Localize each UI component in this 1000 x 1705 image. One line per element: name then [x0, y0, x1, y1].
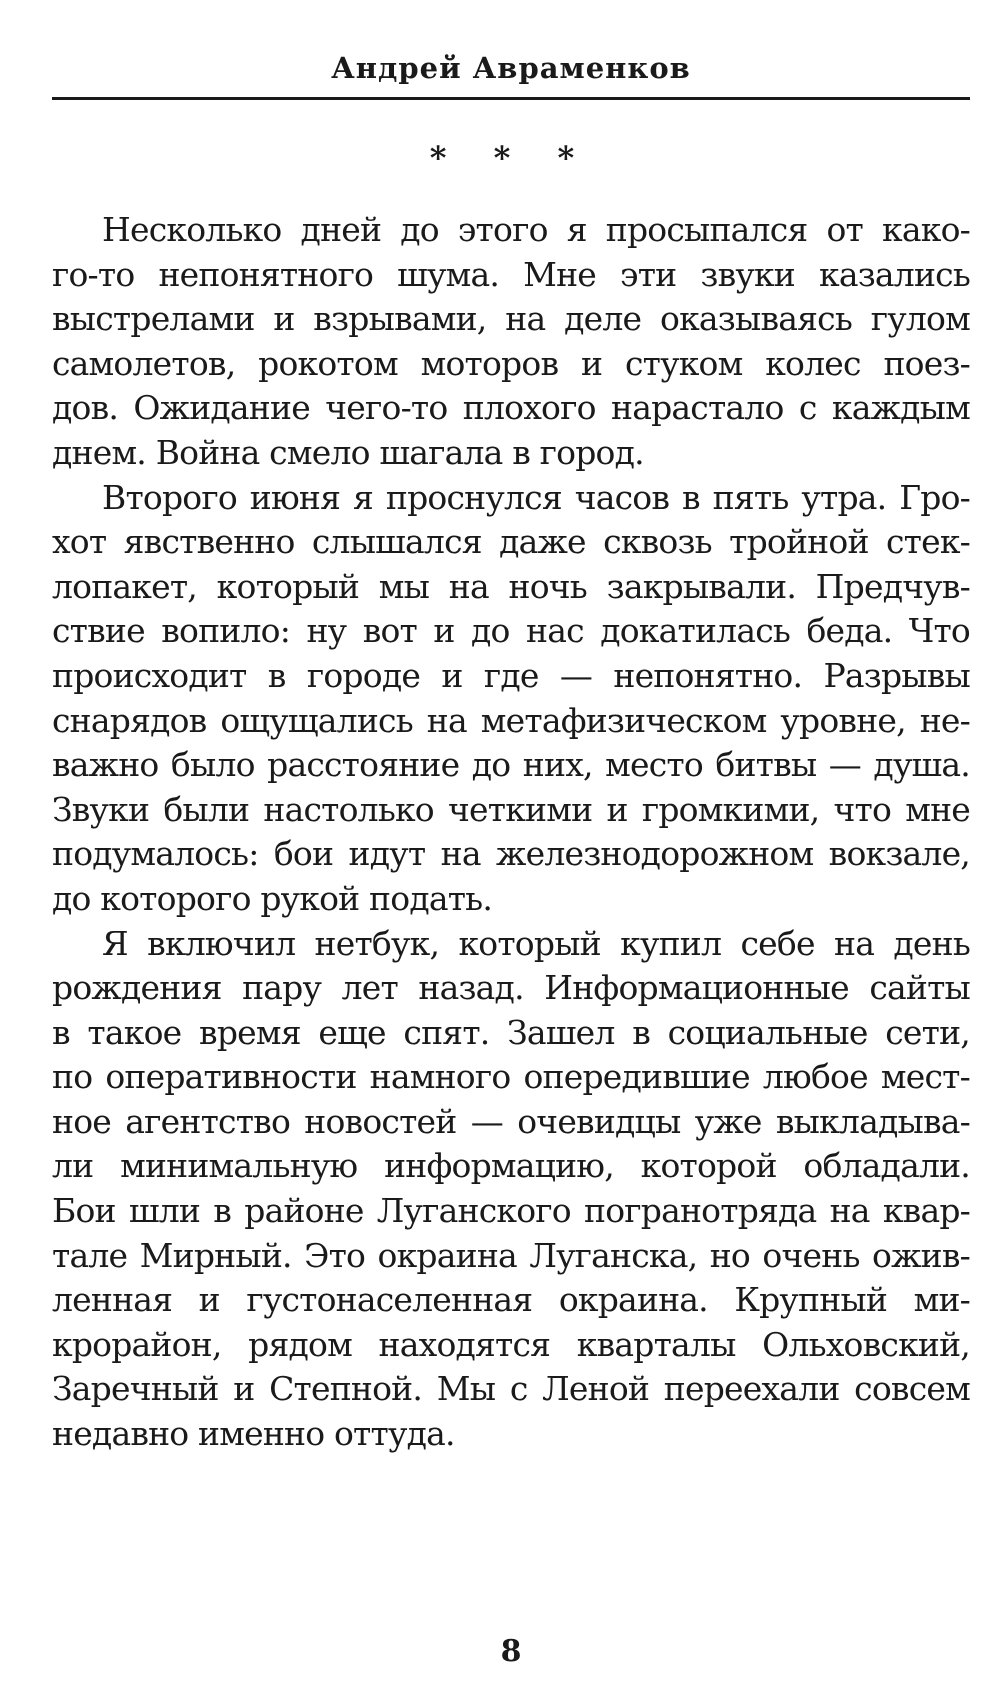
text-line: крорайон, рядом находятся кварталы Ольховский,: [52, 1324, 970, 1364]
section-separator: * * *: [429, 139, 593, 177]
paragraph-1: [52, 208, 970, 476]
text-line: Я включил нетбук, который купил себе на день: [102, 923, 970, 963]
text-line: выстрелами и взрывами, на деле оказываясь гулом: [52, 299, 970, 339]
text-line: происходит в городе и где — непонятно. Разрывы: [52, 655, 970, 695]
text-line: важно было расстояние до них, место битвы — душа.: [52, 745, 970, 785]
text-line: лопакет, который мы на ночь закрывали. Предчув-: [52, 566, 970, 606]
text-line: до которого рукой подать.: [52, 878, 493, 918]
text-line: Заречный и Степной. Мы с Леной переехали совсем: [52, 1369, 970, 1409]
text-line: дов. Ожидание чего-то плохого нарастало с каждым: [52, 388, 970, 428]
paragraph-2: [52, 476, 970, 922]
text-line: в такое время еще спят. Зашел в социальные сети,: [52, 1012, 970, 1052]
paragraph-3: [52, 922, 970, 1457]
text-line: Бои шли в районе Луганского погранотряда на квар-: [52, 1191, 970, 1231]
text-line: ствие вопило: ну вот и до нас докатилась беда. Что: [52, 611, 970, 651]
text-line: днем. Война смело шагала в город.: [52, 432, 644, 472]
author-name: Андрей Авраменков: [331, 51, 691, 85]
text-line: тале Мирный. Это окраина Луганска, но очень ожив-: [52, 1235, 970, 1275]
text-line: ленная и густонаселенная окраина. Крупный ми-: [52, 1280, 970, 1320]
text-line: Второго июня я проснулся часов в пять утра. Гро-: [102, 477, 970, 517]
text-line: го-то непонятного шума. Мне эти звуки казались: [52, 254, 970, 294]
text-line: ли минимальную информацию, которой обладали.: [52, 1146, 970, 1186]
text-line: Несколько дней до этого я просыпался от како-: [102, 210, 970, 249]
text-line: рождения пару лет назад. Информационные сайты: [52, 968, 970, 1008]
text-line: подумалось: бои идут на железнодорожном вокзале,: [52, 834, 970, 874]
text-line: хот явственно слышался даже сквозь тройной стек-: [52, 522, 970, 562]
running-header: [52, 44, 970, 100]
body-text: [52, 208, 970, 1457]
text-line: снарядов ощущались на метафизическом уровне, не-: [52, 700, 970, 740]
text-line: недавно именно оттуда.: [52, 1414, 455, 1454]
text-line: Звуки были настолько четкими и громкими, что мне: [52, 789, 970, 829]
text-line: самолетов, рокотом моторов и стуком колес поез-: [52, 343, 970, 383]
text-line: по оперативности намного опередившие любое мест-: [52, 1057, 970, 1097]
text-line: ное агентство новостей — очевидцы уже выкладыва-: [52, 1101, 970, 1141]
page-number: 8: [500, 1634, 522, 1669]
